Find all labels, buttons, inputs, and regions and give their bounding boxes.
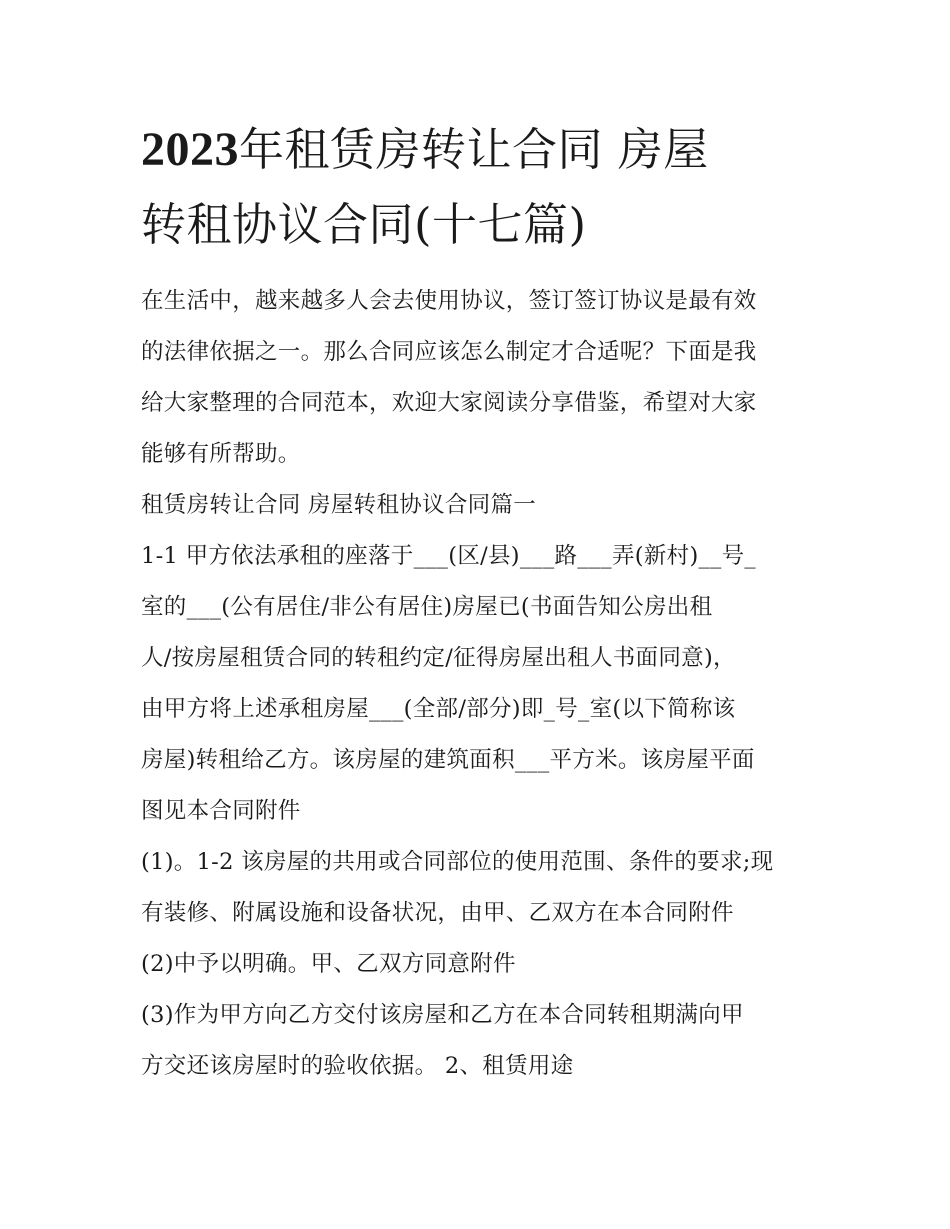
title-line-1-rest: 年租赁房转让合同 房屋 bbox=[239, 123, 709, 176]
text-line: 房屋)转租给乙方。该房屋的建筑面积___平方米。该房屋平面 bbox=[141, 747, 755, 773]
text-line: 1-1 甲方依法承租的座落于___(区/县)___路___弄(新村)__号_ bbox=[141, 543, 756, 569]
document-title bbox=[141, 112, 813, 262]
clause-3-paragraph bbox=[141, 990, 813, 1092]
text-line: 租赁房转让合同 房屋转租协议合同篇一 bbox=[141, 492, 537, 518]
text-line: 由甲方将上述承租房屋___(全部/部分)即_号_室(以下简称该 bbox=[141, 696, 736, 722]
text-line: 方交还该房屋时的验收依据。 2、租赁用途 bbox=[141, 1053, 574, 1079]
text-line: (3)作为甲方向乙方交付该房屋和乙方在本合同转租期满向甲 bbox=[141, 1002, 744, 1028]
text-line: 的法律依据之一。那么合同应该怎么制定才合适呢？下面是我 bbox=[141, 339, 757, 365]
text-line: 图见本合同附件 bbox=[141, 798, 301, 824]
text-line: 能够有所帮助。 bbox=[141, 441, 301, 467]
text-line: 有装修、附属设施和设备状况，由甲、乙双方在本合同附件 bbox=[141, 900, 734, 926]
title-year: 2023 bbox=[141, 123, 239, 176]
text-line: 人/按房屋租赁合同的转租约定/征得房屋出租人书面同意)， bbox=[141, 645, 736, 671]
clause-1-2-paragraph bbox=[141, 837, 813, 990]
title-line-2: 转租协议合同(十七篇) bbox=[141, 198, 587, 251]
section-heading bbox=[141, 480, 813, 531]
clause-1-1-paragraph bbox=[141, 531, 813, 837]
text-line: 在生活中，越来越多人会去使用协议，签订签订协议是最有效 bbox=[141, 288, 757, 314]
intro-paragraph bbox=[141, 276, 813, 480]
text-line: (1)。1-2 该房屋的共用或合同部位的使用范围、条件的要求;现 bbox=[141, 849, 774, 875]
text-line: (2)中予以明确。甲、乙双方同意附件 bbox=[141, 951, 516, 977]
text-line: 给大家整理的合同范本，欢迎大家阅读分享借鉴，希望对大家 bbox=[141, 390, 757, 416]
title-line-1 bbox=[141, 112, 813, 187]
document-page bbox=[141, 112, 813, 1092]
text-line: 室的___(公有居住/非公有居住)房屋已(书面告知公房出租 bbox=[141, 594, 713, 620]
